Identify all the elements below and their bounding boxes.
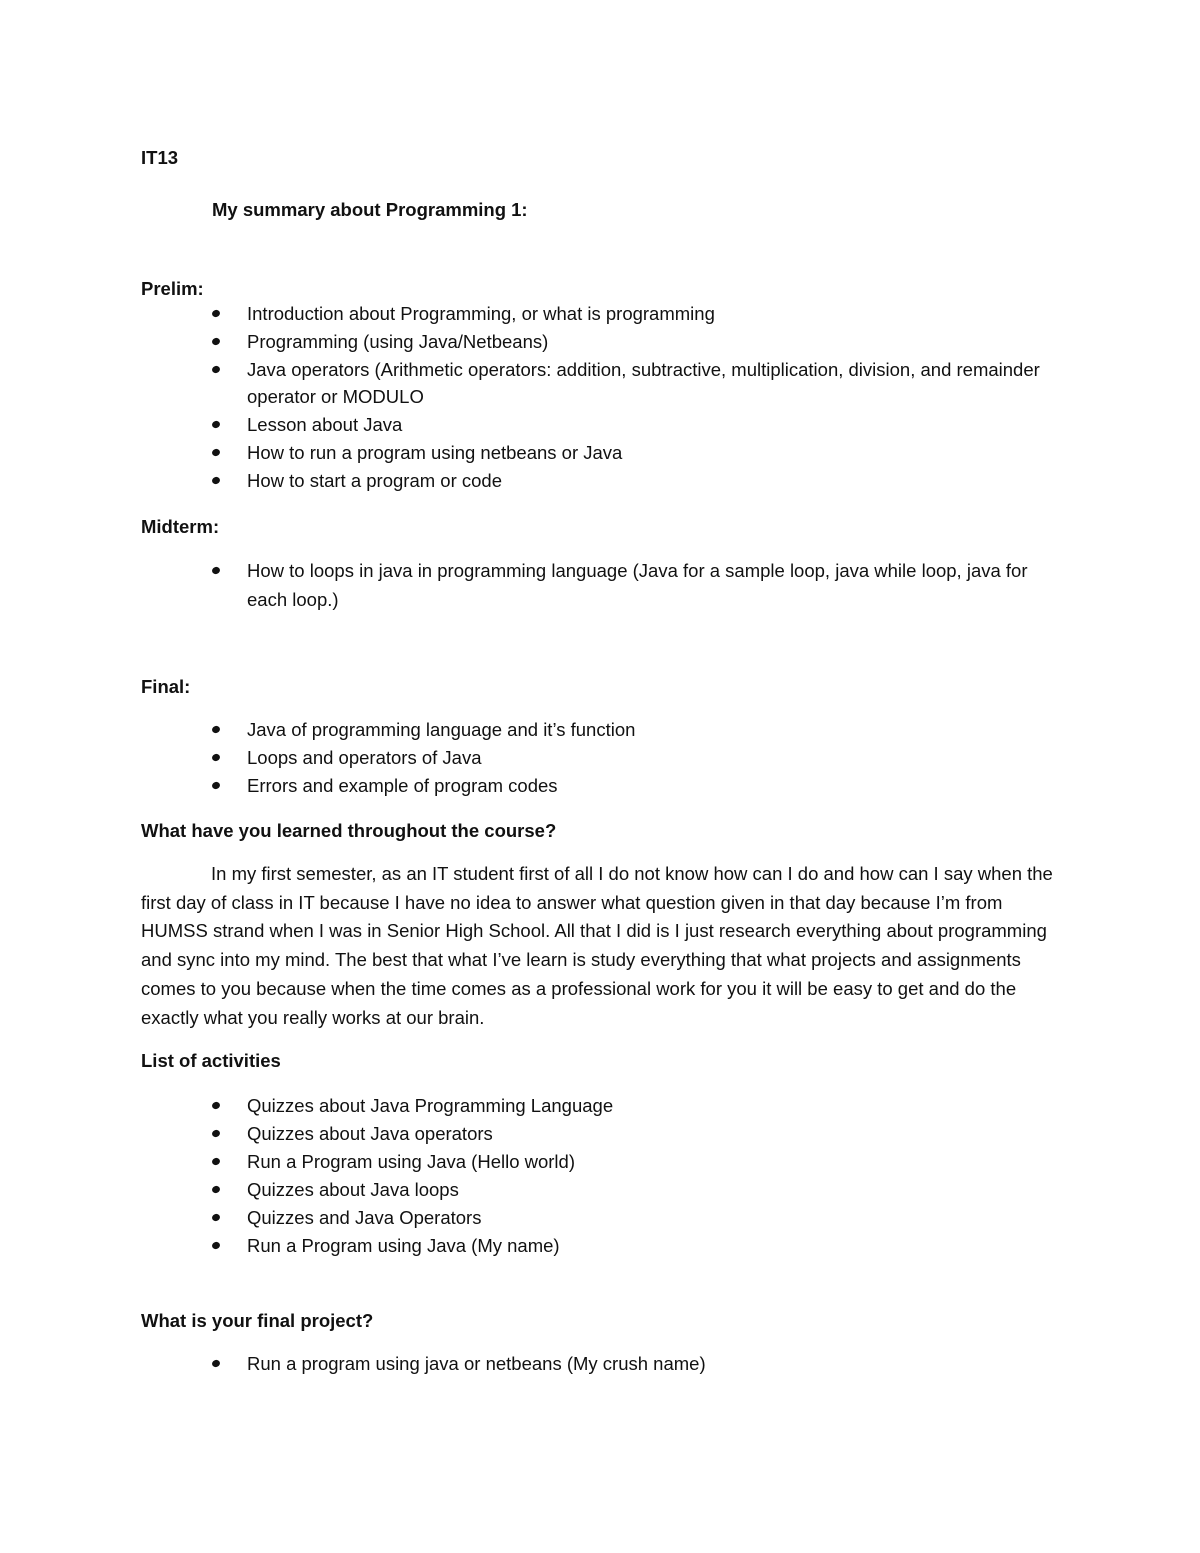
list-item: [212, 1121, 1062, 1148]
bullet-icon: [211, 725, 221, 734]
list-item-text: Quizzes and Java Operators: [247, 1207, 482, 1228]
final-heading: Final:: [141, 676, 191, 697]
list-item-text: How to loops in java in programming language (Java for a sample loop, java while loop, java for each loop.): [247, 560, 1028, 610]
list-item-text: Run a Program using Java (My name): [247, 1235, 560, 1256]
list-item: [212, 1205, 1062, 1232]
bullet-icon: [211, 309, 221, 318]
bullet-icon: [211, 1101, 221, 1110]
final-project-heading: What is your final project?: [141, 1310, 374, 1331]
list-item: [212, 440, 1062, 467]
bullet-icon: [211, 1185, 221, 1194]
list-item-text: Errors and example of program codes: [247, 775, 558, 796]
list-item: [212, 329, 1062, 356]
course-code: IT13: [141, 147, 179, 168]
bullet-icon: [211, 1129, 221, 1138]
summary-title: My summary about Programming 1:: [212, 199, 528, 220]
bullet-icon: [211, 566, 221, 575]
list-item: [212, 468, 1062, 495]
list-item-text: Run a Program using Java (Hello world): [247, 1151, 575, 1172]
midterm-heading: Midterm:: [141, 516, 220, 537]
bullet-icon: [211, 1241, 221, 1250]
bullet-icon: [211, 365, 221, 374]
list-item-text: Introduction about Programming, or what is programming: [247, 303, 715, 324]
learned-paragraph: [141, 860, 1071, 1032]
prelim-heading: Prelim:: [141, 278, 204, 299]
list-item: [212, 717, 1062, 744]
list-item-text: Run a program using java or netbeans (My crush name): [247, 1353, 706, 1374]
list-item-text: Quizzes about Java Programming Language: [247, 1095, 614, 1116]
bullet-icon: [211, 419, 221, 428]
list-item: [212, 1177, 1062, 1204]
bullet-icon: [211, 1157, 221, 1166]
list-item: [212, 1233, 1062, 1260]
learned-paragraph-text: In my first semester, as an IT student first of all I do not know how can I do and how can I say when the first day of class in IT because I have no idea to answer what question given in that day because I’m from HUMSS strand when I was in Senior High School. All that I did is I just research everything about programming and sync into my mind. The best that what I’ve learn is study everything that what projects and assignments comes to you because when the time comes as a professional work for you it will be easy to get and do the exactly what you really works at our brain.: [141, 863, 1053, 1028]
final-list: [212, 717, 1062, 801]
activities-heading: List of activities: [141, 1050, 281, 1071]
list-item: [212, 412, 1062, 439]
list-item-text: How to start a program or code: [247, 469, 502, 491]
prelim-list: [212, 301, 1062, 496]
list-item: [212, 1149, 1062, 1176]
list-item: [212, 357, 1062, 410]
bullet-icon: [211, 1359, 221, 1368]
activities-list: [212, 1093, 1062, 1261]
list-item: [212, 745, 1062, 772]
list-item-text: Quizzes about Java operators: [247, 1123, 493, 1144]
bullet-icon: [211, 753, 221, 762]
list-item-text: Loops and operators of Java: [247, 747, 482, 768]
bullet-icon: [211, 447, 221, 456]
midterm-list: [212, 557, 1062, 616]
bullet-icon: [211, 781, 221, 790]
list-item: [212, 773, 1062, 800]
bullet-icon: [211, 475, 221, 484]
list-item: [212, 1093, 1062, 1120]
bullet-icon: [211, 1213, 221, 1222]
bullet-icon: [211, 337, 221, 346]
list-item-text: Programming (using Java/Netbeans): [247, 331, 549, 352]
list-item-text: Java operators (Arithmetic operators: addition, subtractive, multiplication, division, and remainder operator or MODULO: [247, 359, 1040, 407]
learned-heading: What have you learned throughout the course?: [141, 820, 557, 841]
list-item: [212, 557, 1062, 614]
list-item-text: Java of programming language and it’s function: [247, 719, 636, 740]
list-item: [212, 301, 1062, 328]
list-item-text: Quizzes about Java loops: [247, 1179, 459, 1200]
list-item: [212, 1351, 1062, 1378]
list-item-text: Lesson about Java: [247, 413, 403, 435]
list-item-text: How to run a program using netbeans or Java: [247, 441, 623, 463]
final-project-list: [212, 1351, 1062, 1379]
